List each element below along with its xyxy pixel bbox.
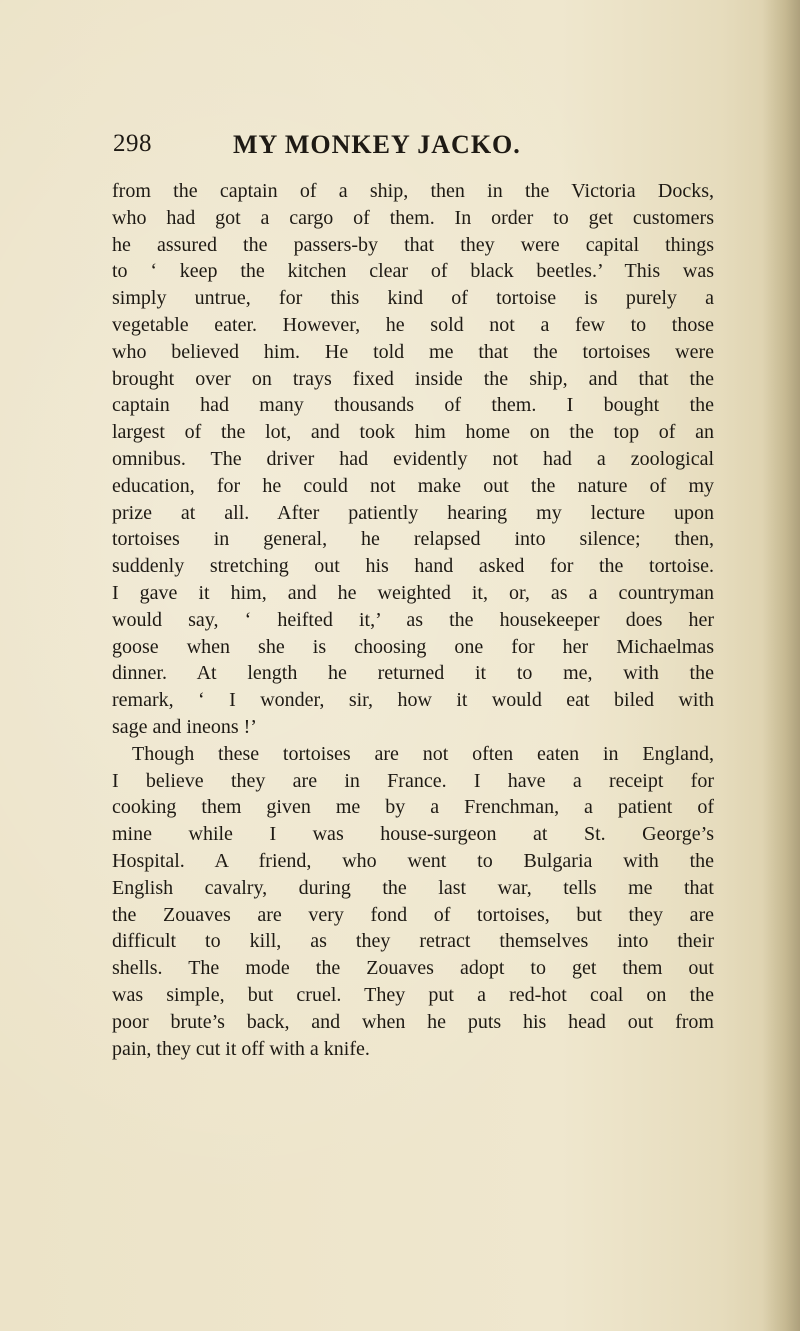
text-line: who believed him. He told me that the tortoises were [112,340,714,363]
text-line: I believe they are in France. I have a receipt for [112,769,714,792]
text-line: prize at all. After patiently hearing my lecture upon [112,501,714,524]
text-line: from the captain of a ship, then in the Victoria Docks, [112,180,714,202]
text-line: English cavalry, during the last war, tells me that [112,876,714,899]
text-line: omnibus. The driver had evidently not had a zoological [112,447,714,470]
text-line: tortoises in general, he relapsed into silence; then, [112,528,714,551]
text-line: difficult to kill, as they retract themselves into their [112,930,714,953]
text-line: would say, ‘ heifted it,’ as the housekeeper does her [112,608,714,631]
text-line: shells. The mode the Zouaves adopt to get them out [112,957,714,980]
paragraph-end-line: sage and ineons !’ [112,715,257,738]
running-title: MY MONKEY JACKO. [233,130,521,159]
text-line: the Zouaves are very fond of tortoises, but they are [112,903,714,926]
text-line: simply untrue, for this kind of tortoise is purely a [112,287,714,310]
text-line: to ‘ keep the kitchen clear of black beetles.’ This was [112,260,714,283]
text-line: vegetable eater. However, he sold not a few to those [112,313,714,336]
text-line: dinner. At length he returned it to me, with the [112,662,714,685]
text-line: cooking them given me by a Frenchman, a patient of [112,796,714,819]
text-line: I gave it him, and he weighted it, or, as a countryman [112,581,714,604]
text-line: brought over on trays fixed inside the ship, and that the [112,367,714,390]
text-line: goose when she is choosing one for her Michaelmas [112,635,714,658]
page-header [113,130,713,160]
text-line: he assured the passers-by that they were capital things [112,233,714,256]
text-line: suddenly stretching out his hand asked for the tortoise. [112,555,714,578]
text-line: who had got a cargo of them. In order to get customers [112,206,714,229]
page-edge-shadow [762,0,800,1331]
page-number: 298 [113,130,152,157]
text-line: captain had many thousands of them. I bought the [112,394,714,417]
text-line: poor brute’s back, and when he puts his head out from [112,1010,714,1033]
text-line: was simple, but cruel. They put a red-hot coal on the [112,983,714,1006]
text-line: mine while I was house-surgeon at St. George’s [112,823,714,846]
paragraph-start-line: Though these tortoises are not often eaten in England, [132,742,714,765]
text-line: largest of the lot, and took him home on the top of an [112,421,714,444]
paragraph-end-line: pain, they cut it off with a knife. [112,1037,370,1060]
text-line: education, for he could not make out the nature of my [112,474,714,497]
text-line: Hospital. A friend, who went to Bulgaria with the [112,849,714,872]
body-text [112,178,714,1062]
text-line: remark, ‘ I wonder, sir, how it would eat biled with [112,689,714,712]
